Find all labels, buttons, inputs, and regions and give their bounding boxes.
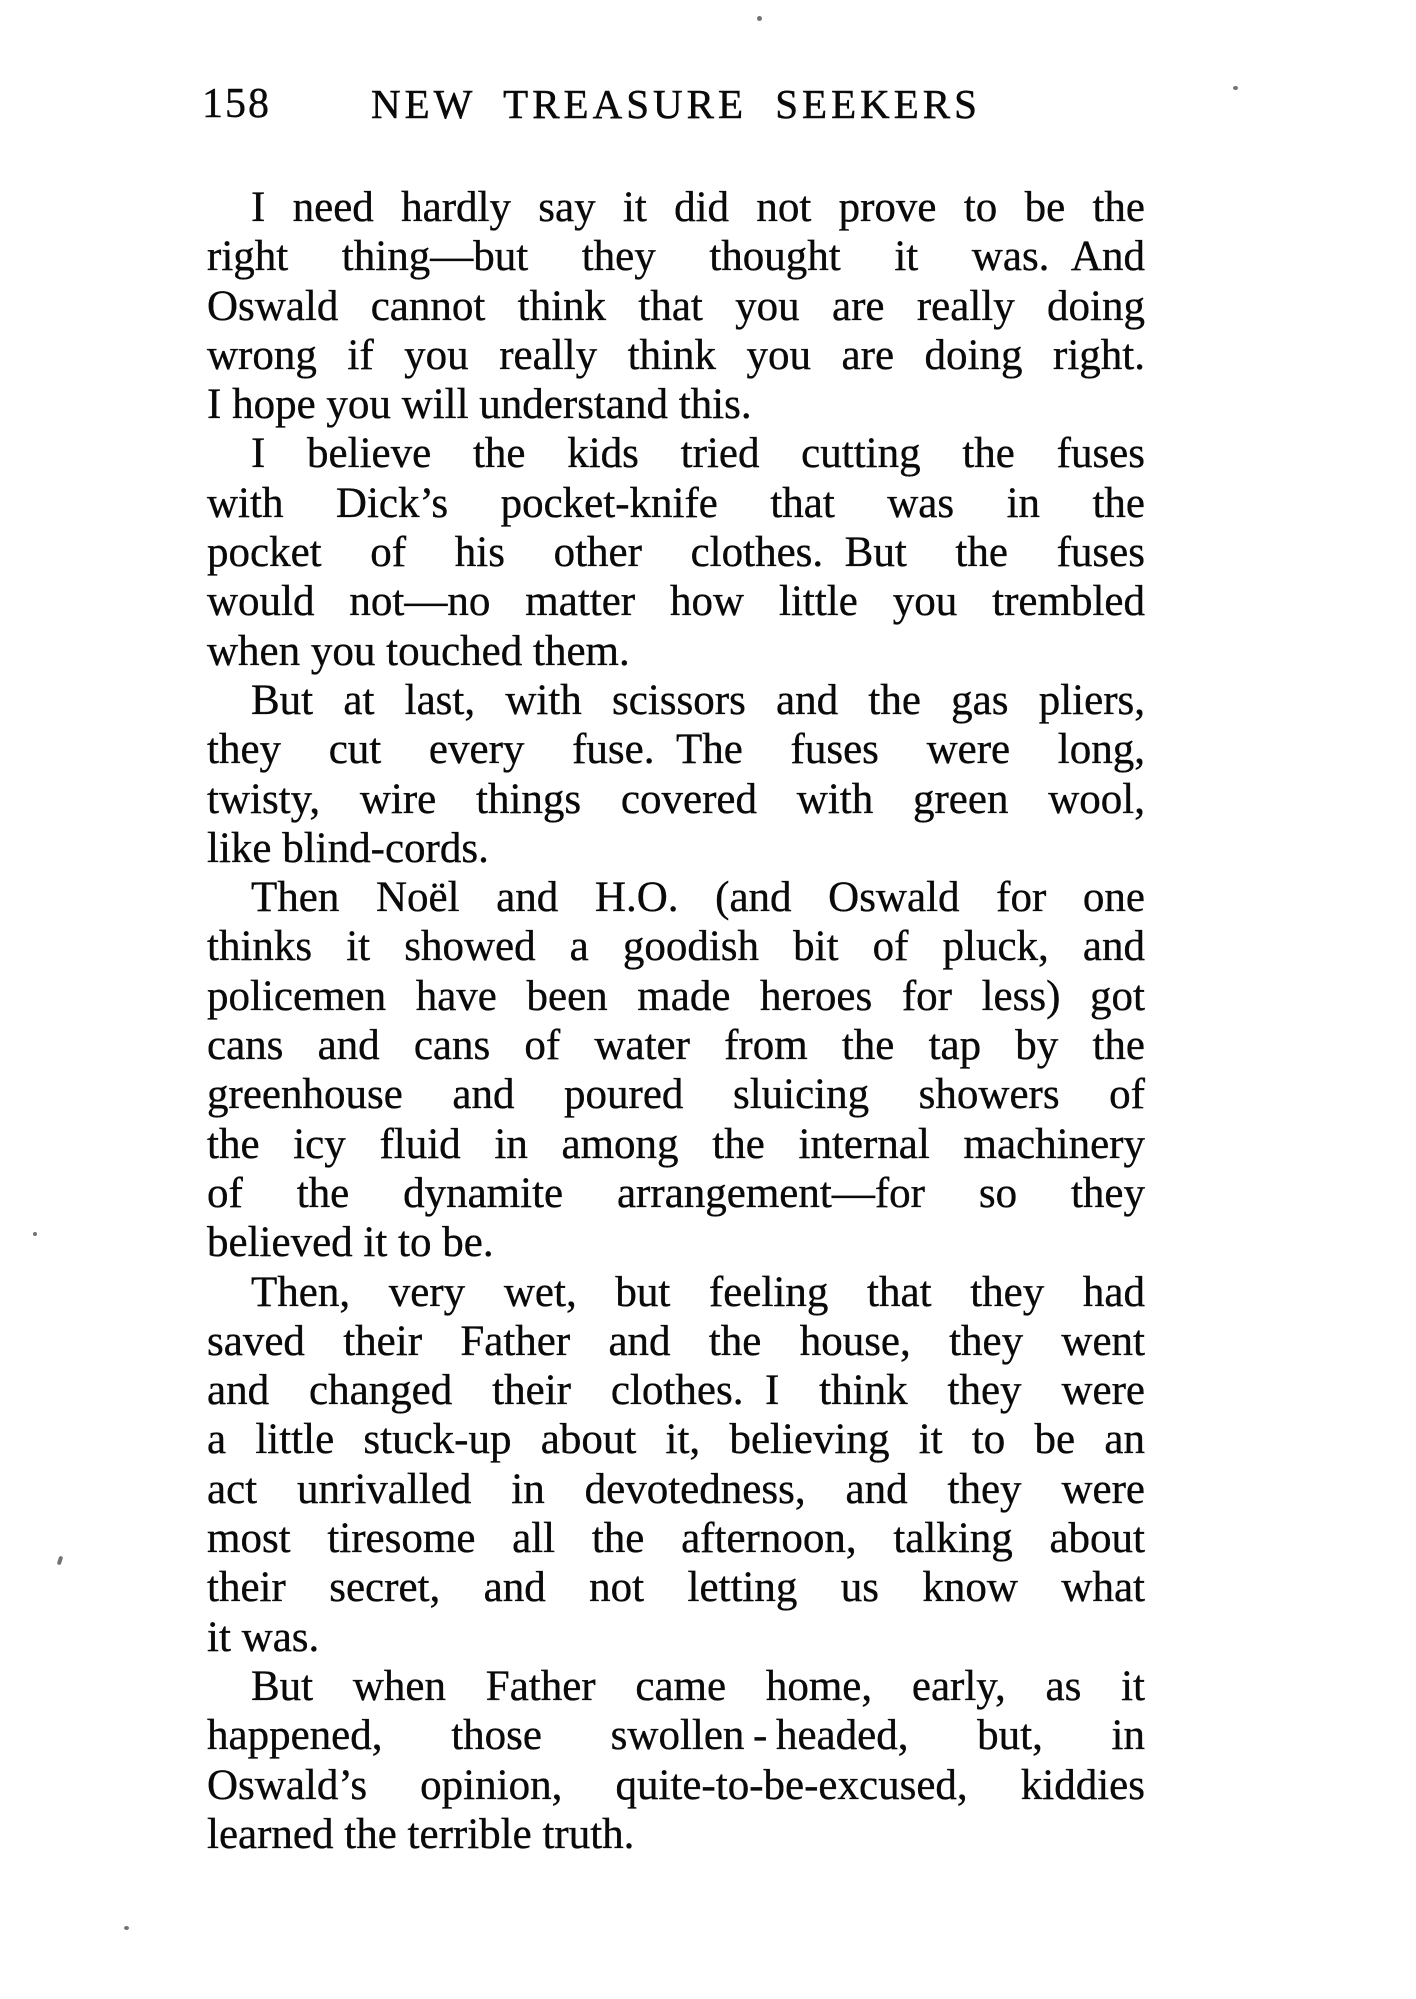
text-line: with Dick’s pocket-knife that was in the <box>207 479 1145 527</box>
text-line: thinks it showed a goodish bit of pluck, and <box>207 923 1145 971</box>
text-line: and changed their clothes. I think they were <box>207 1367 1145 1415</box>
scan-speck <box>33 1232 37 1236</box>
text-line: I need hardly say it did not prove to be the <box>251 184 1145 231</box>
text-line: learned the terrible truth. <box>207 1810 635 1858</box>
text-line: Oswald’s opinion, quite-to-be-excused, kiddies <box>207 1761 1145 1809</box>
text-line: I believe the kids tried cutting the fuses <box>251 430 1145 478</box>
text-block <box>207 183 1145 1859</box>
text-line: But at last, with scissors and the gas pliers, <box>251 676 1145 724</box>
text-line: believed it to be. <box>207 1219 494 1267</box>
text-line: when you touched them. <box>207 627 630 675</box>
text-line: pocket of his other clothes. But the fuses <box>207 529 1145 577</box>
scan-speck <box>757 16 762 21</box>
text-line: a little stuck-up about it, believing it to be an <box>207 1416 1145 1464</box>
text-line: policemen have been made heroes for less) got <box>207 972 1145 1020</box>
scan-speck <box>124 1926 129 1930</box>
text-line: the icy fluid in among the internal machinery <box>207 1120 1145 1168</box>
text-line: Then, very wet, but feeling that they had <box>251 1268 1145 1316</box>
text-line: saved their Father and the house, they went <box>207 1317 1145 1365</box>
text-line: they cut every fuse. The fuses were long, <box>207 726 1145 774</box>
text-line: happened, those swollen - headed, but, in <box>207 1712 1145 1760</box>
page-number: 158 <box>202 81 271 127</box>
scan-speck <box>57 1556 64 1566</box>
text-line: like blind-cords. <box>207 824 489 872</box>
scan-speck <box>1233 86 1238 90</box>
text-line: But when Father came home, early, as it <box>251 1662 1145 1710</box>
text-line: of the dynamite arrangement—for so they <box>207 1169 1145 1217</box>
text-line: most tiresome all the afternoon, talking about <box>207 1515 1145 1563</box>
text-line: would not—no matter how little you trembled <box>207 578 1145 626</box>
text-line: their secret, and not letting us know what <box>207 1564 1145 1612</box>
text-line: twisty, wire things covered with green wool, <box>207 775 1145 823</box>
text-line: it was. <box>207 1613 320 1661</box>
text-line: Oswald cannot think that you are really doing <box>207 282 1145 330</box>
text-line: Then Noël and H.O. (and Oswald for one <box>251 874 1145 922</box>
text-line: cans and cans of water from the tap by the <box>207 1022 1145 1070</box>
text-line: wrong if you really think you are doing right. <box>207 331 1145 379</box>
running-head <box>202 80 1145 132</box>
running-title: NEW TREASURE SEEKERS <box>371 81 981 127</box>
text-line: I hope you will understand this. <box>207 381 752 429</box>
text-line: right thing—but they thought it was. And <box>207 233 1145 281</box>
text-line: act unrivalled in devotedness, and they were <box>207 1465 1145 1513</box>
text-line: greenhouse and poured sluicing showers of <box>207 1071 1145 1119</box>
